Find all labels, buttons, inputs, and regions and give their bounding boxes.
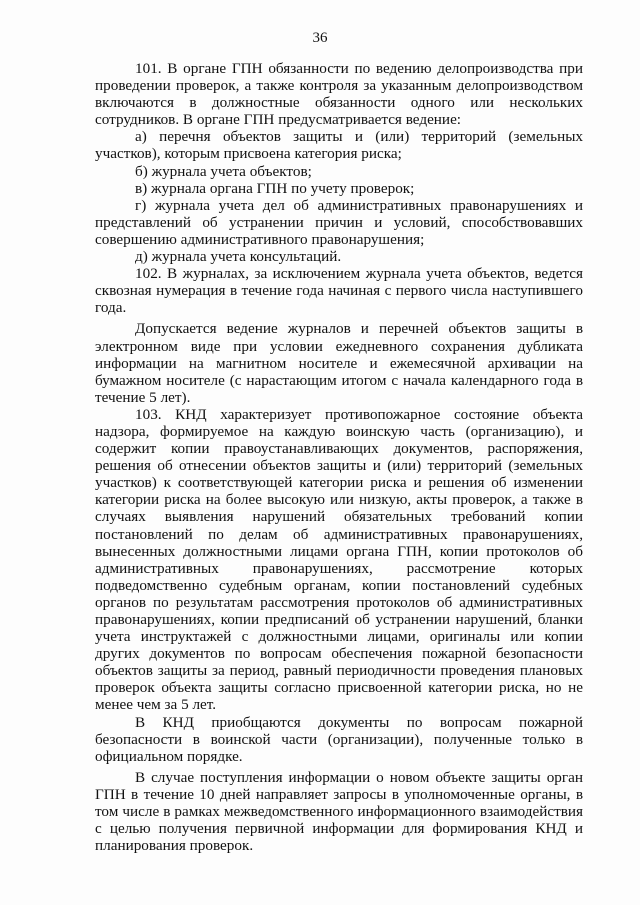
paragraph-knd-documents: В КНД приобщаются документы по вопросам пожарной безопасности в воинской части (организации), полученные только в официальном порядке.: [95, 713, 583, 765]
list-item-g: г) журнала учета дел об административных правонарушениях и представлений об устранении причин и условий, способствовавших совершению административного правонарушения;: [95, 196, 583, 248]
page-number: 36: [312, 30, 328, 46]
list-item-b: б) журнала учета объектов;: [135, 162, 312, 180]
list-item-a: а) перечня объектов защиты и (или) территорий (земельных участков), которым присвоена категория риска;: [95, 128, 583, 163]
list-item-v: в) журнала органа ГПН по учету проверок;: [135, 179, 415, 197]
paragraph-102: 102. В журналах, за исключением журнала учета объектов, ведется сквозная нумерация в течение года начиная с первого числа наступившего года.: [95, 265, 583, 317]
list-item-d: д) журнала учета консультаций.: [135, 248, 342, 266]
paragraph-103: 103. КНД характеризует противопожарное состояние объекта надзора, формируемое на каждую воинскую часть (организацию), и содержит копии правоустанавливающих документов, распоряжения, решения об отнесении объектов защиты и (или) территорий (земельных участков) к соответствующей категории риска и решения об изменении категории риска на более высокую или низкую, акты проверок, а также в случаях выявления нарушений обязательных требований копии постановлений по делам об административных правонарушениях, вынесенных должностными лицами органа ГПН, копии протоколов об административных правонарушениях, рассмотрение которых подведомственно судебным органам, копии постановлений судебных органов по результатам рассмотрения протоколов об административных правонарушениях, копии предписаний об устранении нарушений, бланки учета инструктажей с должностными лицами, оригиналы или копии других документов по вопросам обеспечения пожарной безопасности объектов защиты за период, равный периодичности проведения плановых проверок объекта защиты согласно присвоенной категории риска, но не менее чем за 5 лет.: [95, 405, 583, 714]
paragraph-101: 101. В органе ГПН обязанности по ведению делопроизводства при проведении проверок, а также контроля за указанным делопроизводством включаются в должностные обязанности одного или нескольких сотрудников. В органе ГПН предусматривается ведение:: [95, 60, 583, 129]
paragraph-electronic-journals: Допускается ведение журналов и перечней объектов защиты в электронном виде при условии ежедневного сохранения дубликата информации на магнитном носителе и ежемесячной архивации на бумажном носителе (с нарастающим итогом с начала календарного года в течение 5 лет).: [95, 320, 583, 406]
paragraph-new-object: В случае поступления информации о новом объекте защиты орган ГПН в течение 10 дней направляет запросы в уполномоченные органы, в том числе в рамках межведомственного информационного взаимодействия с целью получения первичной информации для формирования КНД и планирования проверок.: [95, 768, 583, 855]
document-body: [95, 60, 583, 854]
